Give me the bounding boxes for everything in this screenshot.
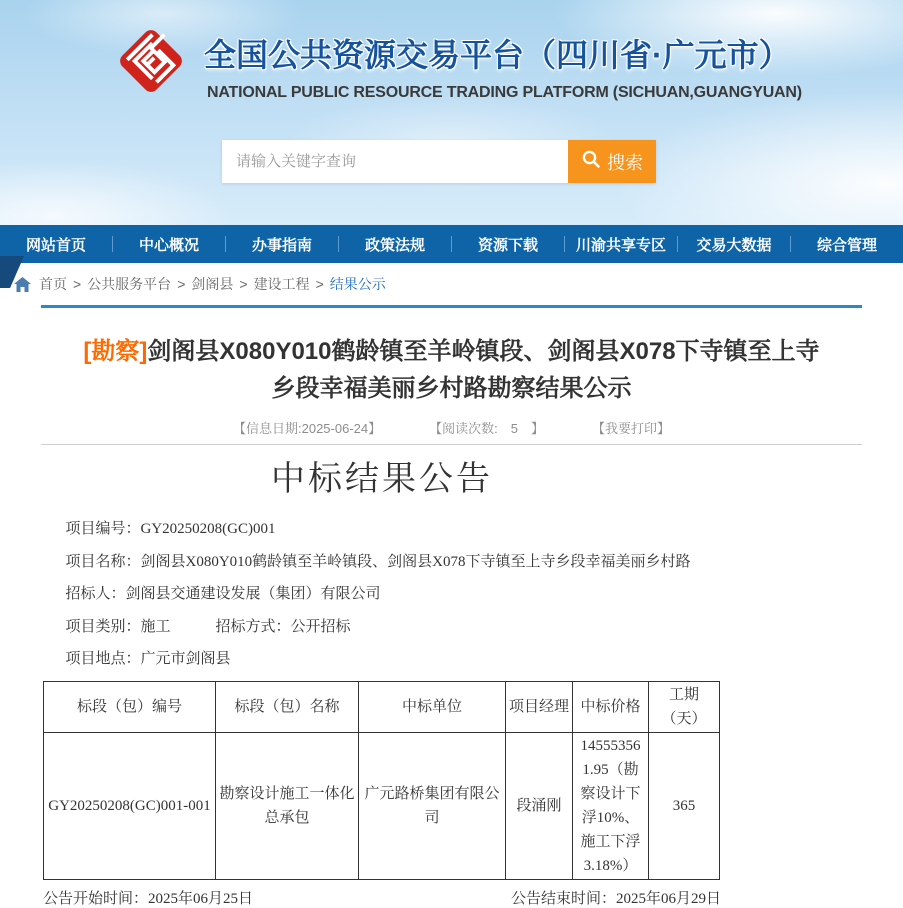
- project-number: 项目编号：GY20250208(GC)001: [65, 521, 276, 537]
- site-header: [0, 0, 903, 225]
- table-row: [44, 732, 720, 879]
- view-count: 【阅读次数: 5 】: [429, 421, 544, 436]
- breadcrumb: [0, 263, 903, 305]
- search-button[interactable]: [568, 140, 656, 183]
- meta-rule: [41, 444, 862, 445]
- col-header-manager: 项目经理: [506, 681, 573, 732]
- nav-item-admin[interactable]: 综合管理: [816, 236, 877, 254]
- announcement-end-date: 公告结束时间：2025年06月29日: [510, 890, 721, 907]
- article-title-text: 剑阁县X080Y010鹤龄镇至羊岭镇段、剑阁县X078下寺镇至上寺乡段幸福美丽乡村路勘察结果公示: [147, 338, 820, 402]
- tenderee: 招标人：剑阁县交通建设发展（集团）有限公司: [65, 586, 381, 602]
- info-date: 【信息日期:2025-06-24】: [233, 421, 382, 436]
- cell-price: 145553561.95（勘察设计下浮10%、施工下浮3.18%）: [573, 732, 649, 879]
- breadcrumb-item-jiange-county[interactable]: 剑阁县: [191, 276, 234, 292]
- nav-item-policies[interactable]: 政策法规: [364, 236, 425, 254]
- project-details: [43, 513, 721, 676]
- col-header-bid-name: 标段（包）名称: [216, 681, 359, 732]
- nav-item-trading-bigdata[interactable]: 交易大数据: [696, 236, 772, 254]
- article-title: [72, 333, 832, 407]
- article-content: [0, 305, 903, 908]
- cell-manager: 段涌刚: [506, 732, 573, 879]
- breadcrumb-item-public-service[interactable]: 公共服务平台: [87, 276, 172, 292]
- announcement-heading: 中标结果公告: [271, 461, 493, 498]
- site-title: 全国公共资源交易平台（四川省·广元市）: [204, 37, 791, 73]
- breadcrumb-item-construction[interactable]: 建设工程: [253, 276, 310, 292]
- col-header-winner: 中标单位: [359, 681, 506, 732]
- cell-winner: 广元路桥集团有限公司: [359, 732, 506, 879]
- category-tag: [勘察]: [83, 338, 148, 365]
- article-meta: [41, 418, 862, 437]
- col-header-bid-code: 标段（包）编号: [44, 681, 216, 732]
- announcement-dates: [43, 887, 721, 908]
- announcement-start-date: 公告开始时间：2025年06月25日: [43, 890, 254, 907]
- search-input[interactable]: [222, 140, 568, 183]
- breadcrumb-separator: >: [239, 276, 248, 292]
- project-location: 项目地点：广元市剑阁县: [65, 651, 231, 667]
- breadcrumb-item-results[interactable]: 结果公示: [329, 276, 386, 292]
- breadcrumb-separator: >: [73, 276, 82, 292]
- nav-item-service-guide[interactable]: 办事指南: [251, 236, 312, 254]
- nav-item-home[interactable]: 网站首页: [25, 236, 86, 254]
- nav-item-downloads[interactable]: 资源下载: [477, 236, 538, 254]
- breadcrumb-item-home[interactable]: 首页: [39, 276, 67, 292]
- breadcrumb-separator: >: [315, 276, 324, 292]
- project-name: 项目名称：剑阁县X080Y010鹤龄镇至羊岭镇段、剑阁县X078下寺镇至上寺乡段幸福美丽乡村路: [65, 553, 691, 570]
- breadcrumb-rule: [41, 305, 862, 308]
- home-icon: [14, 277, 31, 292]
- announcement-body: [43, 457, 721, 908]
- main-nav: [0, 225, 903, 263]
- col-header-price: 中标价格: [573, 681, 649, 732]
- search-bar: [222, 140, 656, 183]
- nav-item-chuanyu-zone[interactable]: 川渝共享专区: [575, 236, 666, 254]
- col-header-duration: 工期（天）: [649, 681, 720, 732]
- site-subtitle: NATIONAL PUBLIC RESOURCE TRADING PLATFORM (SICHUAN,GUANGYUAN): [207, 84, 802, 101]
- cell-bid-code: GY20250208(GC)001-001: [44, 732, 216, 879]
- project-category-and-method: 项目类别：施工 招标方式：公开招标: [65, 618, 351, 635]
- cell-duration: 365: [649, 732, 720, 879]
- cell-bid-name: 勘察设计施工一体化总承包: [216, 732, 359, 879]
- print-button[interactable]: 【我要打印】: [591, 421, 670, 436]
- search-icon: [581, 149, 601, 174]
- search-button-label: 搜索: [607, 152, 643, 173]
- breadcrumb-separator: >: [177, 276, 186, 292]
- bid-result-table: [43, 681, 720, 880]
- table-header-row: [44, 681, 720, 732]
- nav-item-center-overview[interactable]: 中心概况: [138, 236, 199, 254]
- platform-logo-icon: [108, 18, 194, 104]
